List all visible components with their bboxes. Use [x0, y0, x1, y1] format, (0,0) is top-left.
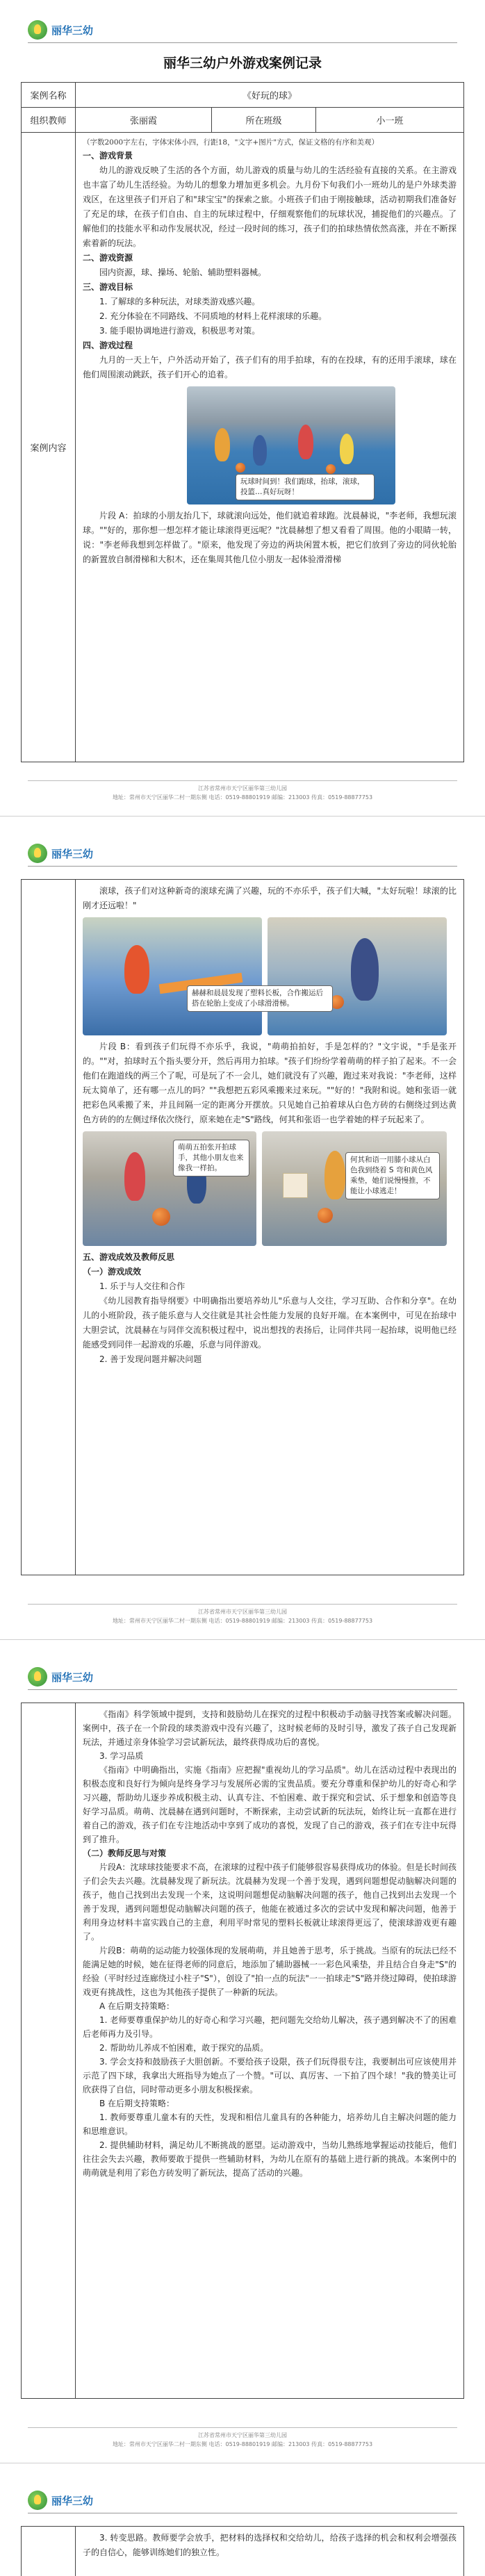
- section-title: 五、游戏成效及教师反思: [83, 1252, 175, 1262]
- page-header: [28, 836, 457, 867]
- paragraph: 《指南》中明确指出，实施《指南》应把握"重视幼儿的学习品质"。幼儿在活动过程中表现出的积极态度和良好行为倾向是终身学习与发展所必需的宝贵品质。要充分尊重和保护幼儿的好奇心和学习兴趣，帮助幼儿逐步养成积极主动、认真专注、不怕困难、敢于探究和尝试、乐于想象和创造等良好学习品质。萌萌、沈晨赫在遇到问题时，不断探索，主动尝试新的玩法玩，始终让玩一直都在进行着自己的游戏，孩子们在专注地活动中享到了成功的喜悦，发现了自己的游戏，孩子们在专注中玩得到了推升。: [83, 1765, 457, 1844]
- page-footer: [28, 1604, 457, 1625]
- list-item: 1. 老师要尊重保护幼儿的好奇心和学习兴趣，把问题先交给幼儿解决，孩子遇到解决不了的困难后老师再力及引导。: [83, 2015, 457, 2039]
- school-logo: [28, 844, 93, 863]
- page-header: [28, 13, 457, 43]
- teacher-value: 张丽霞: [76, 108, 212, 132]
- list-item: 1. 乐于与人交往和合作: [99, 1281, 186, 1291]
- logo-text: 丽华三幼: [51, 1671, 94, 1684]
- paragraph: 片段 B：看到孩子们玩得不亦乐乎，我说，"萌萌拍拍好，手是怎样的？"文宇说，"手是张开的。""对，拍球时五个指头要分开，然后再用力拍球。"孩子们纷纷学着萌萌的样子拍了起来。不一会他们在跑道线的两三个了呢，可是玩了不一会儿，她们就没有了兴趣，跑过来对我说："李老师，这样玩太简单了，还有哪一点儿的吗？""我想把五彩风乘搬来过来玩。""好的！"我附和说。她和张语一就把彩色风乘搬了来，并且间隔一定的距离分开摆放。只见她自己拍着球从白色方砖的右侧绕过到达黄色方砖的的左侧过绎依次绕行，原来她在走"S"路线，何其和张语一也学着她的样子玩起来了。: [83, 1042, 457, 1124]
- logo-text: 丽华三幼: [51, 24, 94, 37]
- footer-school: 江苏省常州市天宁区丽华第三幼儿园: [198, 1609, 287, 1615]
- document-page-2: [0, 823, 485, 1640]
- case-name-label: 案例名称: [22, 83, 76, 107]
- slide-photo-right: [268, 917, 447, 1035]
- document-page-3: [0, 1647, 485, 2463]
- case-content: [76, 1703, 463, 2398]
- list-item: 2. 充分体验在不同路线、不同质地的材料上花样滚球的乐趣。: [99, 311, 327, 321]
- paragraph: 幼儿的游戏反映了生活的各个方面，幼儿游戏的质量与幼儿的生活经验有直接的关系。在主游戏也丰富了幼儿生活经验。为幼儿的想象力增加更多机会。九月份下旬我们小一班幼儿的是户外球类游戏区，在这里孩子们开启了和"球宝宝"的探索之旅。小班孩子们由于刚接触球，活动初期我们准备好了充足的球，在孩子们自由、自主的玩球过程中，仔细观察他们的玩球状况，捕捉他们的兴趣点。了解他们的技能水平和动作发展状况，经过一段时间的练习，孩子们的拍球热情依然高涨，并在不断探索着新的玩法。: [83, 165, 457, 248]
- section-title: 二、游戏资源: [83, 253, 133, 263]
- case-content: [76, 133, 463, 762]
- logo-text: 丽华三幼: [51, 847, 94, 860]
- paragraph: 片段A：沈球球技能要求不高，在滚球的过程中孩子们能够很容易获得成功的体验。但是长时间孩子们会失去兴趣。沈晨赫发现了新玩法。沈晨赫为发现一个善于发现，遇到问题想促动脑解决问题的孩子，他自己找到出去发现一个来，这说明问题想促动脑解决问题的孩子，他自己找到出去发现一个善于发现，遇到问题想促动脑解决问题的孩子，他能在被通过多次的尝试中发现和解决问题，他善于利用身边材料丰富实践自己的主意，利用平时常见的塑料长板就让球滚得更远了，使滚球游戏更有趣了。: [83, 1862, 457, 1942]
- school-logo: [28, 2491, 93, 2510]
- list-item: 1. 教师要尊重儿童本有的天性，发现和相信儿童具有的各种能力，培养幼儿自主解决问题的能力和思维意识。: [83, 2113, 457, 2136]
- list-item: 1. 了解球的多种玩法，对球类游戏感兴趣。: [99, 297, 261, 306]
- page-footer: [28, 2427, 457, 2449]
- paragraph: 九月的一天上午，户外活动开始了，孩子们有的用手拍球，有的在投球，有的还用手滚球，球在他们周围滚动跳跃，孩子们开心的追着。: [83, 355, 457, 379]
- case-record-table: [21, 82, 464, 762]
- table-row: [22, 1703, 463, 2398]
- table-row: [22, 83, 463, 108]
- paragraph: 《幼儿园教育指导纲要》中明确指出要培养幼儿"乐意与人交往，学习互助、合作和分享"。在幼儿的小班阶段，孩子能乐意与人交往就是其社会性能力发展的良好开端。在本案例中，可见在抬球中大胆尝试，沈晨赫在与同伴交流积极过程中，说出想找的表扬后，让同伴共同一起抬球，说明他已经能感受到同伴一起游戏的乐趣，乐意与同伴游戏。: [83, 1296, 457, 1349]
- slide-photo-left: [83, 917, 262, 1035]
- bounce-photo-right: [262, 1131, 447, 1246]
- photo-row: [83, 917, 457, 1035]
- school-logo: [28, 1667, 93, 1687]
- page-header: [28, 2483, 457, 2513]
- section-title: 一、游戏背景: [83, 151, 133, 161]
- school-logo-icon: [28, 1667, 47, 1687]
- page-header: [28, 1659, 457, 1690]
- list-item: 3. 能手眼协调地进行游戏，积极思考对策。: [99, 326, 261, 336]
- photo-caption: 赫赫和晨晨发现了塑料长板，合作搬运后搭在轮胎上变成了小球滑滑梯。: [187, 985, 333, 1012]
- case-content: [76, 880, 463, 1575]
- subsection-title: B 在后期支持策略：: [99, 2099, 175, 2108]
- section-title: 四、游戏过程: [83, 341, 133, 350]
- paragraph: 片段B：萌萌的运动能力较强体现的发展萌萌，并且她善于思考，乐于挑战。当原有的玩法已经不能满足她的时候，她在征得老师的同意后，地添加了辅助器械一一彩色风乘垫，并且结合自身走"S"的经验（平时经过连廊绕过小柱子"S"），创设了"拍一点的玩法"一一拍球走"S"路并绕过障碍，使拍球游戏更有挑战性，这也为其他孩子提供了一种新的玩法。: [83, 1946, 457, 1997]
- case-record-table: [21, 879, 464, 1575]
- document-page-1: [0, 0, 485, 817]
- table-row: [22, 133, 463, 762]
- photo-caption: 玩球时间到！我们跑球，抬球，滚球，投篮…真好玩呀！: [236, 474, 375, 500]
- table-row: [22, 2527, 463, 2576]
- paragraph: 园内资源，球、操场、轮胎、辅助塑料器械。: [99, 268, 267, 277]
- list-item: 3. 学习品质: [99, 1751, 144, 1761]
- logo-text: 丽华三幼: [51, 2494, 94, 2507]
- content-label-continued: [22, 2527, 76, 2576]
- document-page-4: [0, 2470, 485, 2576]
- footer-school: 江苏省常州市天宁区丽华第三幼儿园: [198, 2432, 287, 2438]
- list-item: 2. 善于发现问题并解决问题: [99, 1354, 202, 1364]
- format-note: （字数2000字左右，字体宋体小四，行距18，"文字+图片"方式，保证文格的有序和美观）: [83, 138, 379, 147]
- teacher-label: 组织教师: [22, 108, 76, 132]
- subsection-title: （一）游戏成效: [83, 1267, 142, 1277]
- footer-contact: 地址：常州市天宁区丽华二村一期东侧 电话：0519-88801919 邮编：213003 传真：0519-88877753: [112, 1618, 373, 1624]
- subsection-title: （二）教师反思与对策: [83, 1848, 167, 1858]
- bounce-photo-left: [83, 1131, 256, 1246]
- case-record-table: [21, 1703, 464, 2399]
- section-title: 三、游戏目标: [83, 282, 133, 292]
- school-logo: [28, 20, 93, 40]
- photo-caption: 何其和语一用膝小球从白色我到绕着 S 弯和黄色风乘垫，她们说慢慢推，不能让小球逃走！: [345, 1152, 440, 1199]
- photo-caption: 萌萌五拍张开拍球手，其他小朋友也来像我一样拍。: [173, 1140, 249, 1176]
- list-item: 3. 学会支持和鼓励孩子大胆创新。不要给孩子设限，孩子们玩得很专注，我要制出可应该使用并示范了四下球，我拿出大班指导为她点了一个赞。"可以、真厉害、一下拍了四个球！"我的赞美让可欣获得了自信，同时带动更多小朋友积极探索。: [83, 2057, 457, 2094]
- footer-contact: 地址：常州市天宁区丽华二村一期东侧 电话：0519-88801919 邮编：213003 传真：0519-88877753: [112, 794, 373, 801]
- playground-photo: [187, 386, 395, 504]
- school-logo-icon: [28, 2491, 47, 2510]
- footer-contact: 地址：常州市天宁区丽华二村一期东侧 电话：0519-88801919 邮编：213003 传真：0519-88877753: [112, 2441, 373, 2447]
- table-row: [22, 880, 463, 1575]
- document-title: 丽华三幼户外游戏案例记录: [163, 56, 322, 71]
- table-row: [22, 108, 463, 133]
- content-label-continued: [22, 1703, 76, 2398]
- content-label-continued: [22, 880, 76, 1575]
- page-footer: [28, 780, 457, 802]
- footer-school: 江苏省常州市天宁区丽华第三幼儿园: [198, 785, 287, 791]
- school-logo-icon: [28, 20, 47, 40]
- paragraph: 《指南》科学领域中提到，支持和鼓励幼儿在探究的过程中积极动手动脑寻找答案或解决问题。案例中，孩子在一个阶段的球类游戏中没有兴趣了，这时候老师的及时引导，激发了孩子自己发现新玩法，并通过亲身体验学习尝试新玩法，最终获得成功后的喜悦。: [83, 1709, 457, 1747]
- list-item: 2. 提供辅助材料，满足幼儿不断挑战的愿望。运动游戏中，当幼儿熟练地掌握运动技能后，他们往往会失去兴趣，教师要敢于提供一些辅助材料，为幼儿在原有的基础上进行新的挑战。本案例中的萌萌就是利用了彩色方砖发明了新玩法，提高了活动的兴趣。: [83, 2140, 457, 2178]
- case-content: [76, 2527, 463, 2576]
- content-label: 案例内容: [22, 133, 76, 762]
- class-value: 小一班: [376, 116, 404, 126]
- paragraph: 片段 A：拍球的小朋友抬几下，球就滚向远处，他们就追着球跑。沈晨赫说，"李老师，我想玩滚球。""好的，那你想一想怎样才能让球滚得更远呢？"沈晨赫想了想又看看了周围。他的小眼睛一转，说："李老师我想到怎样做了。"原来，他发现了旁边的两块闲置木板，把它们放到了旁边的同伙轮胎的新置放自制滑梯和大积木，还在集周其他几位小朋友一起体验滑滑梯: [83, 511, 457, 564]
- case-name-value: 《好玩的球》: [242, 91, 297, 101]
- school-logo-icon: [28, 844, 47, 863]
- case-record-table: [21, 2526, 464, 2576]
- class-label: 所在班级: [212, 108, 316, 132]
- photo-row: [83, 1131, 457, 1246]
- paragraph: 3. 转变思路。教师要学会放手，把材料的选择权和交给幼儿，给孩子选择的机会和权利会增强孩子的自信心，能够训练她们的独立性。: [83, 2533, 457, 2557]
- paragraph: 滚球，孩子们对这种新奇的滚球充满了兴趣，玩的不亦乐乎，孩子们大喊，"太好玩啦！球滚的比刚才还远啦！": [83, 886, 457, 910]
- subsection-title: A 在后期支持策略：: [99, 2001, 175, 2011]
- list-item: 2. 帮助幼儿养成不怕困难，敢于探究的品质。: [99, 2043, 269, 2053]
